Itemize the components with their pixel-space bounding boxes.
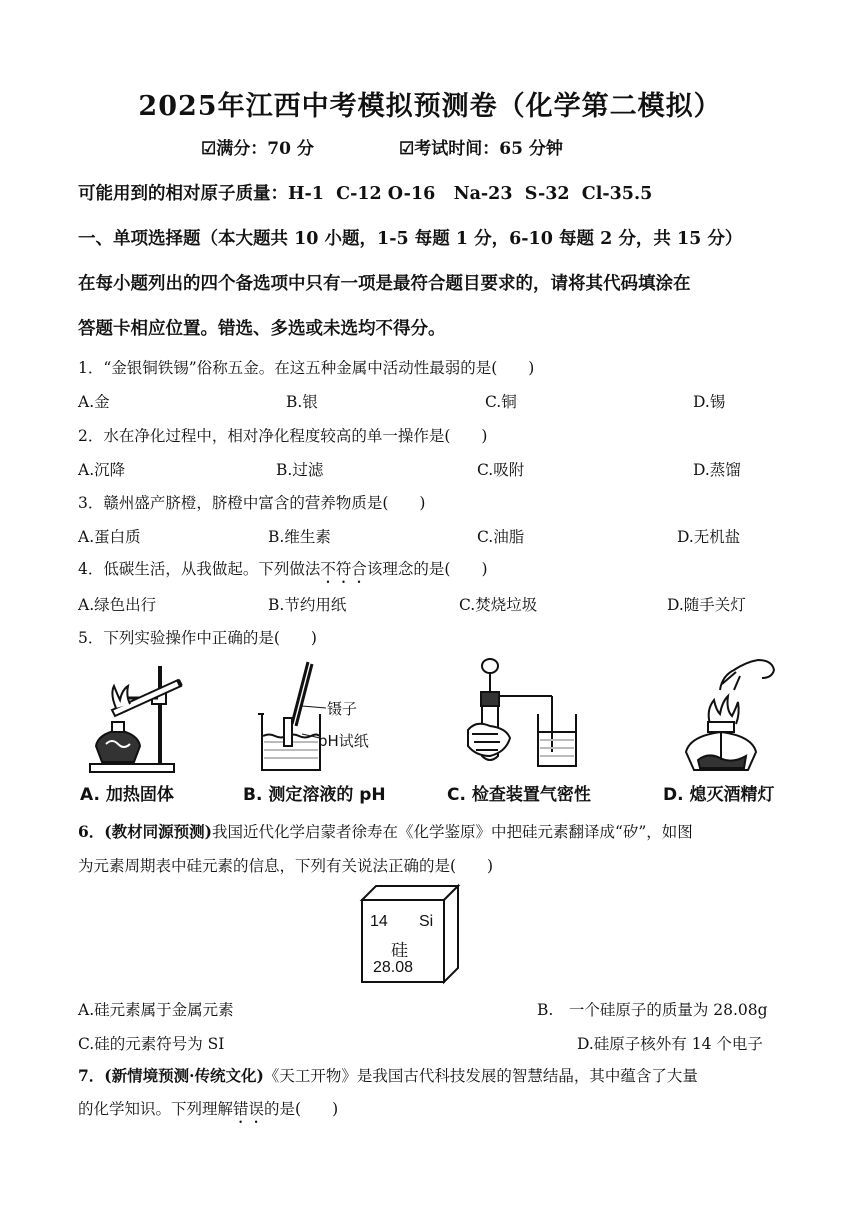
q2-option-b[interactable]: B.过滤 <box>276 461 324 479</box>
q1-option-a[interactable]: A.金 <box>78 393 110 411</box>
question-7-stem-line-1 <box>78 1064 698 1086</box>
q1-option-b[interactable]: B.银 <box>286 393 318 411</box>
question-3-stem: 3．赣州盛产脐橙，脐橙中富含的营养物质是( ) <box>78 494 426 512</box>
q4-option-b[interactable]: B.节约用纸 <box>268 596 347 614</box>
figure-checking-airtightness <box>462 652 582 776</box>
element-mass: 28.08 <box>373 959 414 976</box>
question-1-stem: 1．“金银铜铁锡”俗称五金。在这五种金属中活动性最弱的是( ) <box>78 359 535 377</box>
q3-option-b[interactable]: B.维生素 <box>268 528 331 546</box>
q4-option-c[interactable]: C.焚烧垃圾 <box>459 596 538 614</box>
q7-stem-text: 《天工开物》是我国古代科技发展的智慧结晶，其中蕴含了大量 <box>263 1067 698 1085</box>
question-7-stem-line-2 <box>78 1097 338 1127</box>
q1-option-c[interactable]: C.铜 <box>485 393 517 411</box>
tweezers-label: 镊子 <box>327 700 358 718</box>
q5-caption-a: A. 加热固体 <box>80 785 174 805</box>
q2-option-d[interactable]: D.蒸馏 <box>693 461 741 479</box>
q5-caption-b: B. 测定溶液的 pH <box>243 785 386 805</box>
q4-stem-emphasis: 不符合 <box>320 560 367 578</box>
question-4-stem <box>78 557 488 587</box>
q3-option-c[interactable]: C.油脂 <box>477 528 525 546</box>
q7-stem-part: 的化学知识。下列理解 <box>78 1100 234 1118</box>
section-heading: 一、单项选择题（本大题共 10 小题，1-5 每题 1 分，6-10 每题 2 分，共 15 分） <box>78 229 743 249</box>
q6-option-d[interactable]: D.硅原子核外有 14 个电子 <box>577 1035 763 1053</box>
q4-option-d[interactable]: D.随手关灯 <box>667 596 746 614</box>
q6-tag: 6．(教材同源预测) <box>78 822 212 841</box>
q7-tag: 7．(新情境预测·传统文化) <box>78 1066 264 1085</box>
checkbox-icon: ☑ <box>201 139 217 159</box>
section-instruction-2: 答题卡相应位置。错选、多选或未选均不得分。 <box>78 319 446 339</box>
q5-caption-d: D. 熄灭酒精灯 <box>663 785 775 805</box>
question-2-stem: 2．水在净化过程中，相对净化程度较高的单一操作是( ) <box>78 427 488 445</box>
q2-option-a[interactable]: A.沉降 <box>78 461 126 479</box>
question-6-stem-line-1 <box>78 820 693 842</box>
checkbox-icon: ☑ <box>399 139 415 159</box>
page-title: 2025年江西中考模拟预测卷（化学第二模拟） <box>138 91 722 122</box>
full-score-text: 满分：70 分 <box>216 139 314 159</box>
q7-stem-emphasis: 错误 <box>233 1100 265 1118</box>
q7-stem-part: 的是( ) <box>264 1100 339 1118</box>
q4-option-a[interactable]: A.绿色出行 <box>78 596 157 614</box>
figure-blowing-out-lamp <box>680 656 780 776</box>
q6-option-a[interactable]: A.硅元素属于金属元素 <box>78 1001 234 1019</box>
q1-option-d[interactable]: D.锡 <box>693 393 726 411</box>
q2-option-c[interactable]: C.吸附 <box>477 461 525 479</box>
element-symbol: Si <box>419 913 434 930</box>
element-name: 硅 <box>391 941 408 961</box>
section-instruction-1: 在每小题列出的四个备选项中只有一项是最符合题目要求的，请将其代码填涂在 <box>78 274 691 294</box>
q4-stem-part: 4．低碳生活，从我做起。下列做法 <box>78 560 321 578</box>
figure-heating-solid <box>82 658 202 774</box>
q5-caption-c: C. 检查装置气密性 <box>447 785 591 805</box>
q6-stem-text: 我国近代化学启蒙者徐寿在《化学鉴原》中把硅元素翻译成“矽”，如图 <box>211 823 693 841</box>
atomic-masses: 可能用到的相对原子质量：H-1 C-12 O-16 Na-23 S-32 Cl-35.5 <box>78 184 653 204</box>
label-pointer-lines <box>300 700 330 740</box>
exam-time <box>399 134 563 159</box>
q3-option-a[interactable]: A.蛋白质 <box>78 528 141 546</box>
full-score <box>201 134 314 159</box>
q6-option-b[interactable]: B. 一个硅原子的质量为 28.08g <box>537 1001 768 1019</box>
q3-option-d[interactable]: D.无机盐 <box>677 528 741 546</box>
exam-time-text: 考试时间：65 分钟 <box>414 139 563 159</box>
question-6-stem-line-2: 为元素周期表中硅元素的信息，下列有关说法正确的是( ) <box>78 857 494 875</box>
ph-paper-label: pH试纸 <box>318 732 369 750</box>
question-5-stem: 5．下列实验操作中正确的是( ) <box>78 629 317 647</box>
q4-stem-part: 该理念的是( ) <box>366 560 488 578</box>
element-number: 14 <box>370 913 388 930</box>
q6-option-c[interactable]: C.硅的元素符号为 SI <box>78 1035 225 1053</box>
